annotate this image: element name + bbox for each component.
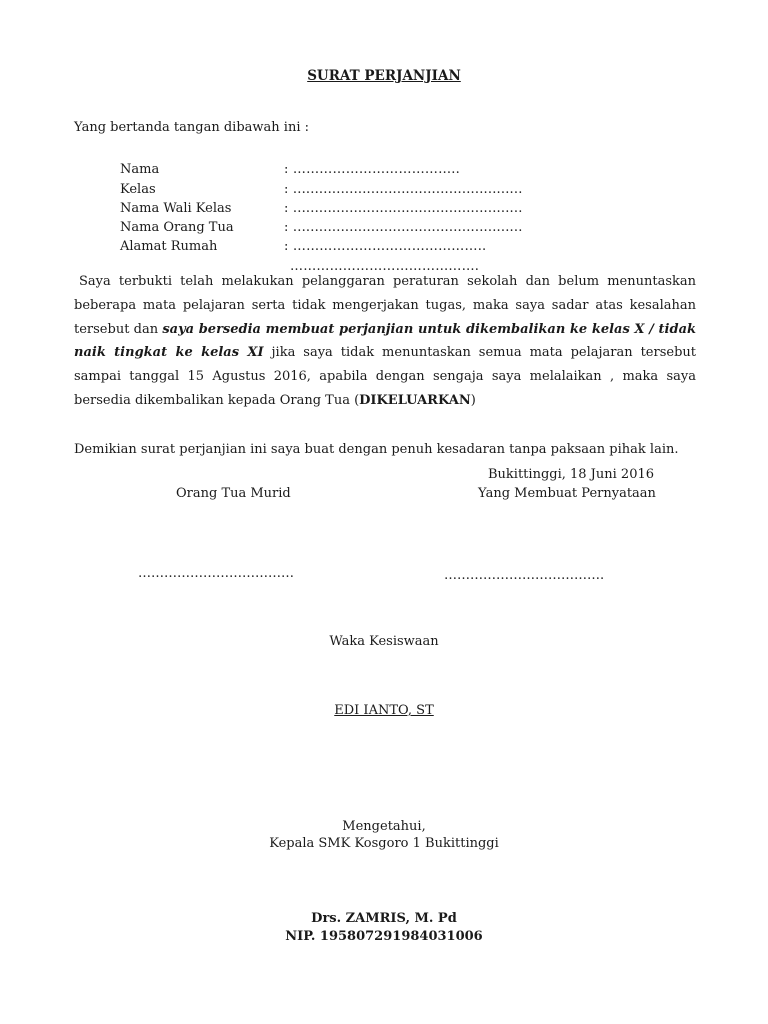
field-value-orang-tua: : ..................................................... bbox=[284, 220, 523, 235]
field-label-orang-tua: Nama Orang Tua bbox=[120, 220, 234, 235]
closing-text: Demikian surat perjanjian ini saya buat dengan penuh kesadaran tanpa paksaan pihak lain. bbox=[74, 442, 679, 457]
statement-paragraph bbox=[74, 270, 696, 413]
statement-part-2: jika saya tidak menuntaskan semua mata pelajaran tersebut sampai tanggal 15 Agustus 2016, apabila dengan sengaja saya melalaikan , maka saya bersedia dikembalikan kepada Orang Tua ( bbox=[74, 345, 696, 408]
document-title: SURAT PERJANJIAN bbox=[307, 68, 461, 84]
intro-text: Yang bertanda tangan dibawah ini : bbox=[74, 120, 309, 135]
waka-name: EDI IANTO, ST bbox=[334, 703, 434, 718]
left-signer-title: Orang Tua Murid bbox=[176, 486, 291, 501]
statement-strong: DIKELUARKAN bbox=[359, 392, 471, 408]
left-signature-line: ……………………………… bbox=[138, 566, 294, 581]
kepala-name: Drs. ZAMRIS, M. Pd bbox=[311, 911, 457, 926]
field-label-kelas: Kelas bbox=[120, 182, 156, 197]
statement-part-1: Saya terbukti telah melakukan pelanggaran peraturan sekolah dan belum menuntaskan beberapa mata pelajaran serta tidak mengerjakan tugas, maka saya sadar atas kesalahan tersebut dan bbox=[74, 274, 696, 337]
field-value-wali-kelas: : ..................................................... bbox=[284, 201, 523, 216]
place-date: Bukittinggi, 18 Juni 2016 bbox=[488, 467, 655, 482]
field-label-nama: Nama bbox=[120, 162, 160, 177]
field-value-kelas: : ..................................................... bbox=[284, 182, 523, 197]
statement-part-3: ) bbox=[470, 392, 476, 408]
right-signature-line: ………………………………. bbox=[444, 568, 605, 583]
waka-title: Waka Kesiswaan bbox=[329, 634, 439, 649]
field-value-alamat: : …………………………………….. bbox=[284, 239, 487, 254]
kepala-title: Kepala SMK Kosgoro 1 Bukittinggi bbox=[269, 836, 499, 851]
right-signer-title: Yang Membuat Pernyataan bbox=[478, 486, 656, 501]
field-value-alamat-continuation: ……………………………………. bbox=[290, 259, 480, 274]
field-value-nama: : ……………………………….. bbox=[284, 162, 460, 177]
kepala-nip: NIP. 195807291984031006 bbox=[285, 929, 483, 944]
field-label-alamat: Alamat Rumah bbox=[120, 239, 218, 254]
field-label-wali-kelas: Nama Wali Kelas bbox=[120, 201, 232, 216]
statement-emphasis: saya bersedia membuat perjanjian untuk dikembalikan ke kelas X / tidak naik tingkat ke kelas XI bbox=[74, 321, 697, 361]
acknowledge-text: Mengetahui, bbox=[342, 819, 426, 834]
